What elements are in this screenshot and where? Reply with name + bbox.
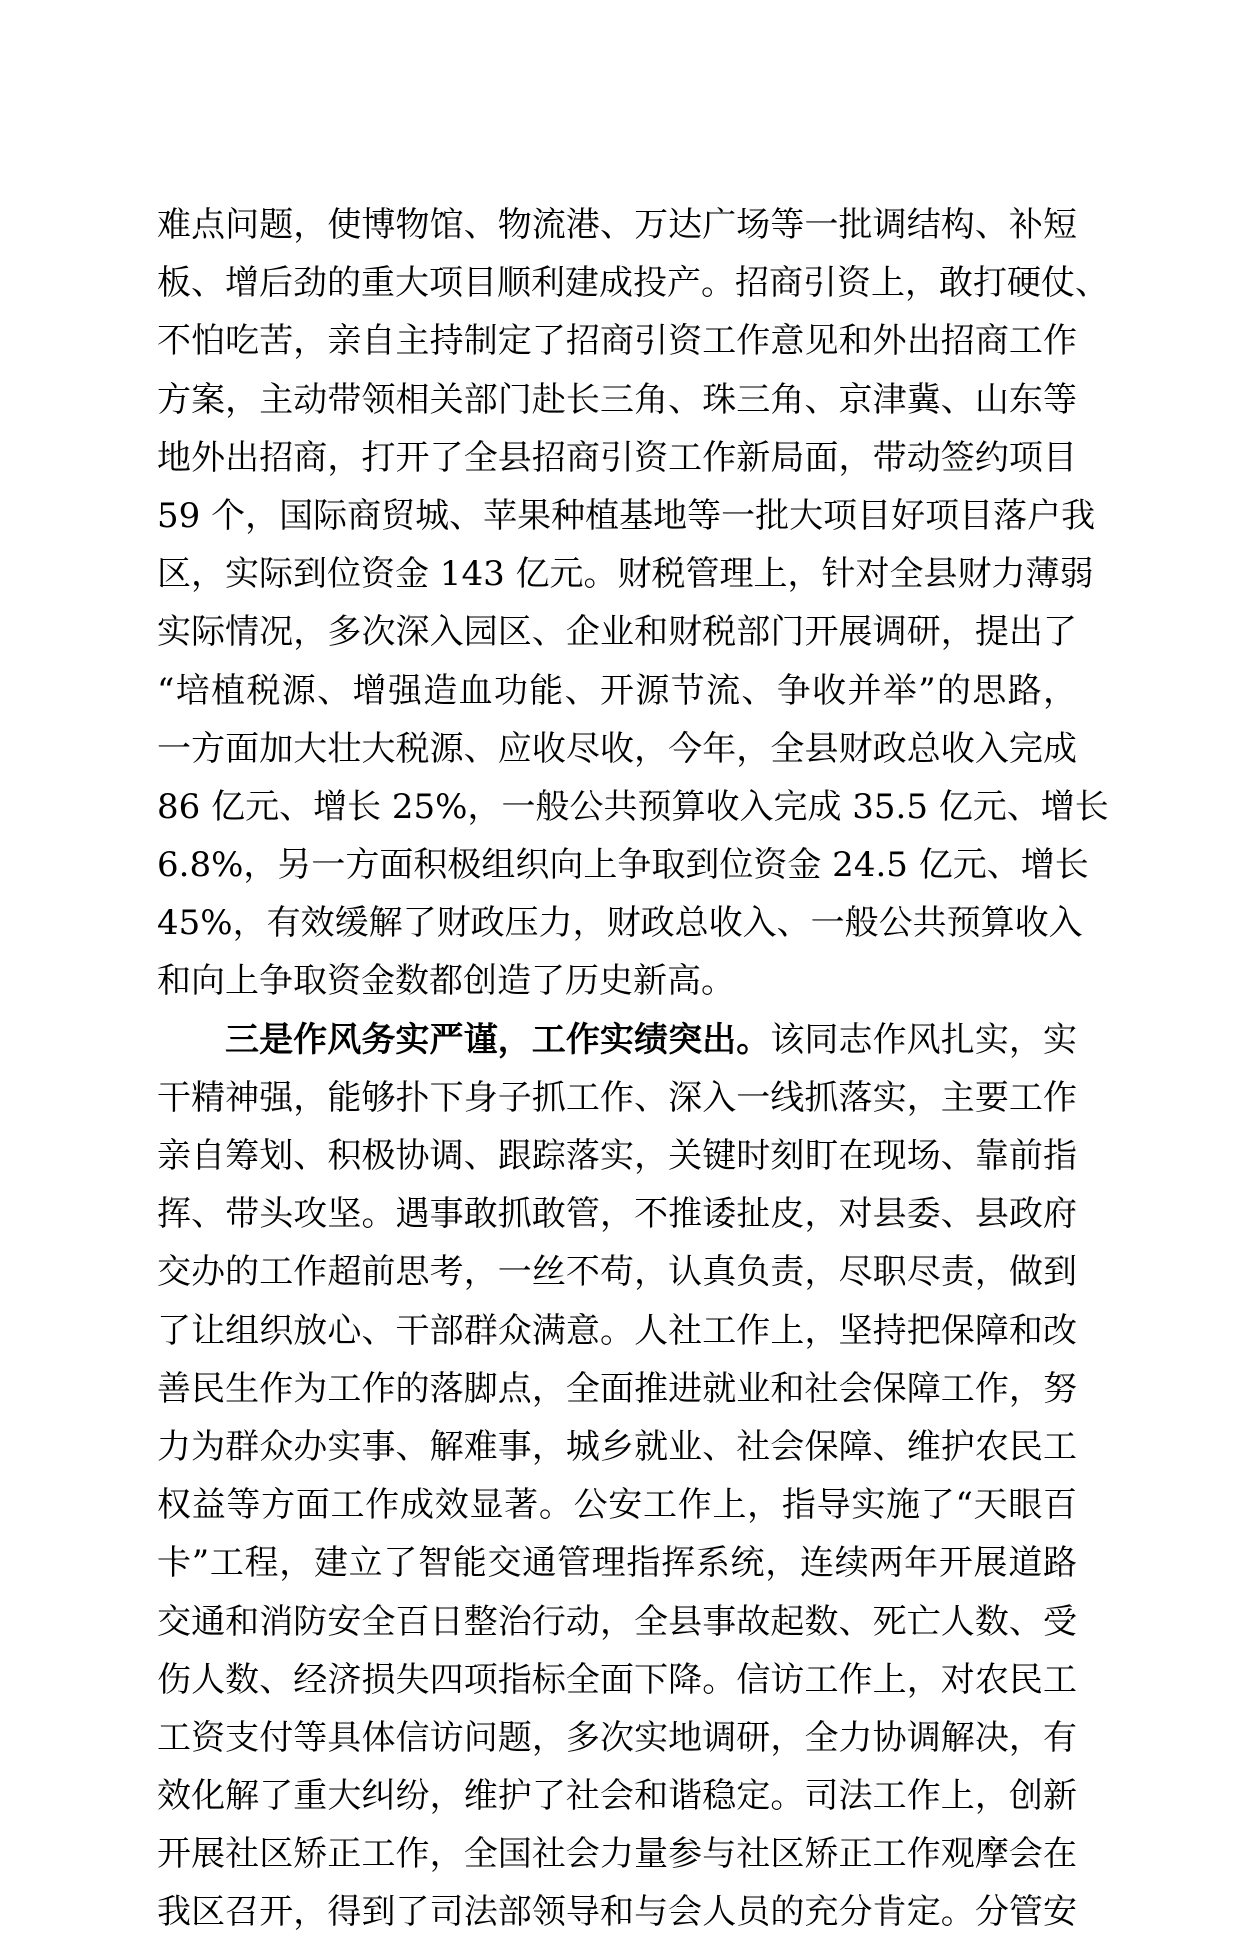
text-line: 我区召开，得到了司法部领导和与会人员的充分肯定。分管安 bbox=[157, 1892, 1077, 1933]
paragraph-1 bbox=[157, 196, 1109, 1011]
text-line: 45%，有效缓解了财政压力，财政总收入、一般公共预算收入 bbox=[157, 903, 1083, 944]
paragraph-2 bbox=[157, 1011, 1077, 1942]
text-line: 86 亿元、增长 25%，一般公共预算收入完成 35.5 亿元、增长 bbox=[157, 786, 1109, 827]
text-line: 方案，主动带领相关部门赴长三角、珠三角、京津冀、山东等 bbox=[157, 379, 1077, 420]
text-line: 地外出招商，打开了全县招商引资工作新局面，带动签约项目 bbox=[157, 437, 1077, 478]
text-line: 和向上争取资金数都创造了历史新高。 bbox=[157, 961, 735, 1002]
text-line: 亲自筹划、积极协调、跟踪落实，关键时刻盯在现场、靠前指 bbox=[157, 1136, 1077, 1176]
document-page bbox=[157, 196, 1109, 1942]
text-line: 交通和消防安全百日整治行动，全县事故起数、死亡人数、受 bbox=[157, 1601, 1077, 1642]
text-run: 该同志作风扎实，实 bbox=[770, 1019, 1078, 1060]
text-line: 干精神强，能够扑下身子抓工作、深入一线抓落实，主要工作 bbox=[157, 1077, 1077, 1118]
text-line: 挥、带头攻坚。遇事敢抓敢管，不推诿扯皮，对县委、县政府 bbox=[157, 1194, 1077, 1235]
text-line: 区，实际到位资金 143 亿元。财税管理上，针对全县财力薄弱 bbox=[157, 554, 1094, 595]
text-line: “培植税源、增强造血功能、开源节流、争收并举”的思路， bbox=[157, 670, 1077, 711]
text-line: 开展社区矫正工作，全国社会力量参与社区矫正工作观摩会在 bbox=[157, 1834, 1077, 1875]
text-line: 板、增后劲的重大项目顺利建成投产。招商引资上，敢打硬仗、 bbox=[157, 263, 1109, 304]
text-line: 一方面加大壮大税源、应收尽收，今年，全县财政总收入完成 bbox=[157, 728, 1077, 769]
text-line: 交办的工作超前思考，一丝不苟，认真负责，尽职尽责，做到 bbox=[157, 1252, 1077, 1293]
paragraph-first-line bbox=[157, 1011, 1077, 1069]
text-line: 力为群众办实事、解难事，城乡就业、社会保障、维护农民工 bbox=[157, 1426, 1077, 1467]
text-line: 59 个，国际商贸城、苹果种植基地等一批大项目好项目落户我 bbox=[157, 495, 1096, 536]
text-line: 善民生作为工作的落脚点，全面推进就业和社会保障工作，努 bbox=[157, 1368, 1077, 1409]
text-line: 卡”工程，建立了智能交通管理指挥系统，连续两年开展道路 bbox=[157, 1543, 1077, 1584]
text-line: 工资支付等具体信访问题，多次实地调研，全力协调解决，有 bbox=[157, 1717, 1077, 1758]
text-line: 难点问题，使博物馆、物流港、万达广场等一批调结构、补短 bbox=[157, 205, 1077, 245]
text-line: 效化解了重大纠纷，维护了社会和谐稳定。司法工作上，创新 bbox=[157, 1776, 1077, 1817]
section-heading: 三是作风务实严谨，工作实绩突出。 bbox=[225, 1019, 771, 1060]
text-line: 权益等方面工作成效显著。公安工作上，指导实施了“天眼百 bbox=[157, 1485, 1077, 1526]
text-line: 伤人数、经济损失四项指标全面下降。信访工作上，对农民工 bbox=[157, 1659, 1077, 1700]
text-line: 实际情况，多次深入园区、企业和财税部门开展调研，提出了 bbox=[157, 612, 1077, 653]
text-line: 了让组织放心、干部群众满意。人社工作上，坚持把保障和改 bbox=[157, 1310, 1077, 1351]
text-line: 6.8%，另一方面积极组织向上争取到位资金 24.5 亿元、增长 bbox=[157, 845, 1089, 886]
text-line: 不怕吃苦，亲自主持制定了招商引资工作意见和外出招商工作 bbox=[157, 321, 1077, 362]
